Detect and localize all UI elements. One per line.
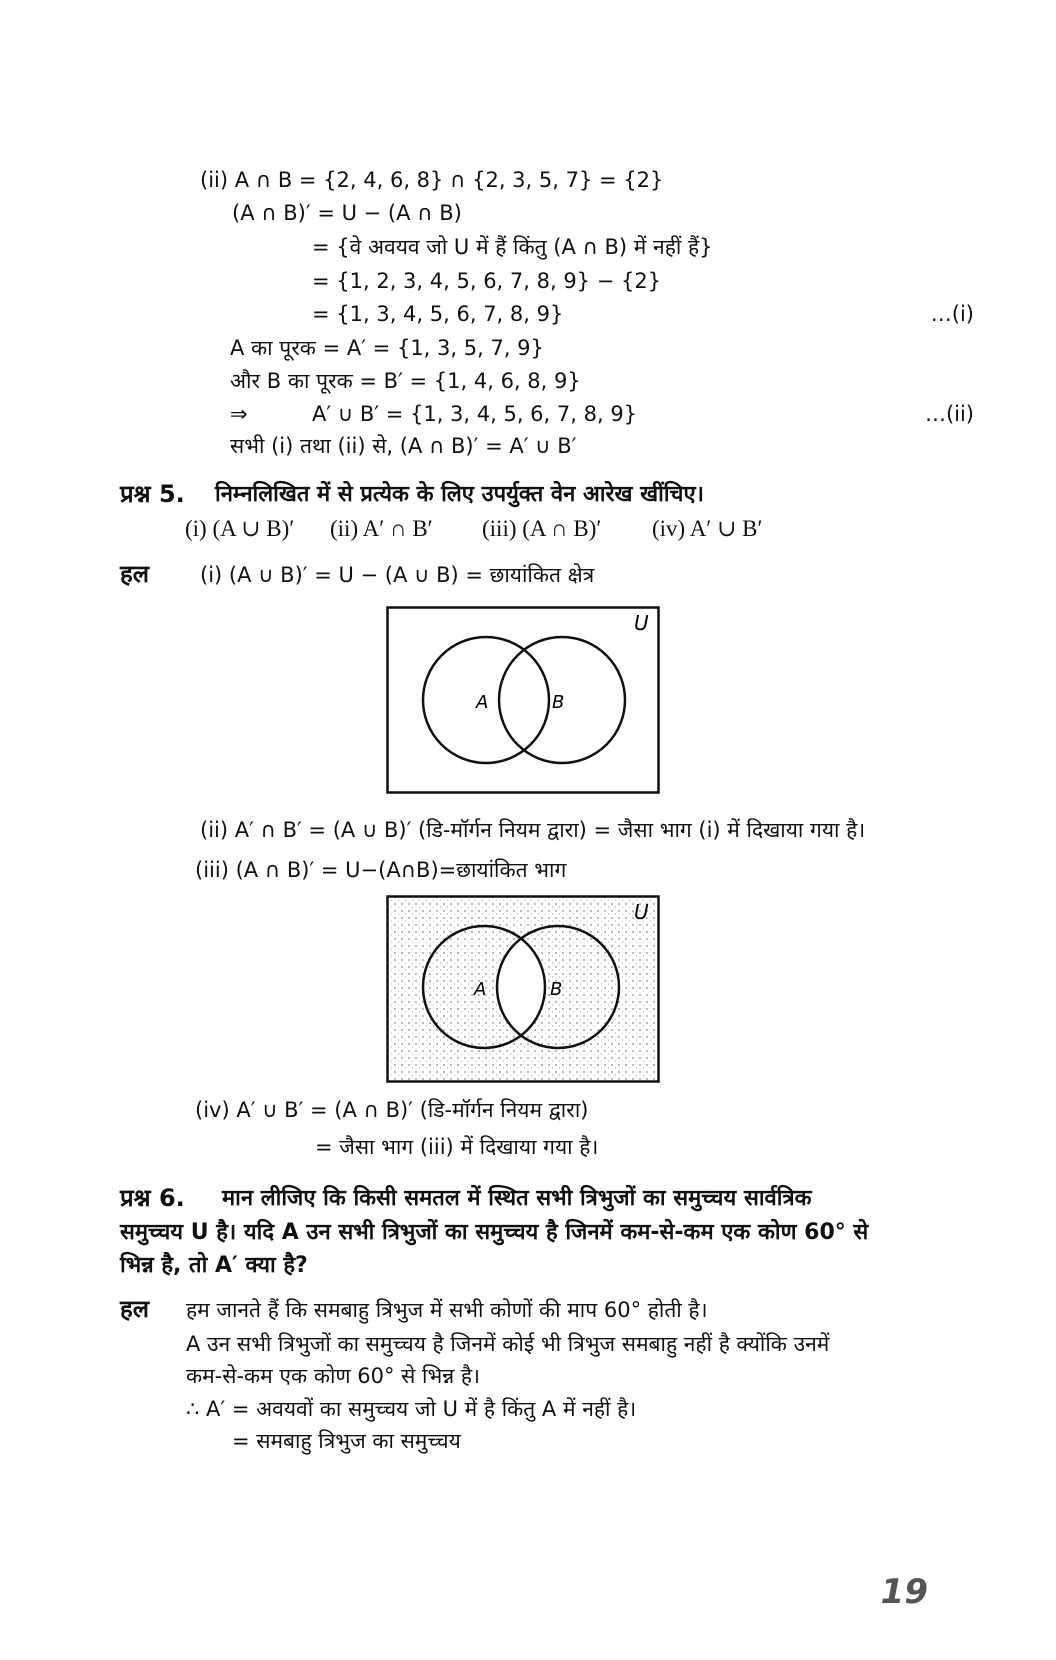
line-ii-intersection: (ii) A ∩ B = {2, 4, 6, 8} ∩ {2, 3, 5, 7} = {2}: [200, 168, 664, 192]
line-a-complement: A का पूरक = A′ = {1, 3, 5, 7, 9}: [230, 336, 544, 360]
question-6-text-1: मान लीजिए कि किसी समतल में स्थित सभी त्रिभुजों का समुच्चय सार्वत्रिक: [222, 1186, 812, 1211]
question-6-text-3: भिन्न है, तो A′ क्या है?: [120, 1253, 308, 1278]
solution-6-label: हल: [120, 1295, 150, 1323]
question-5-label: प्रश्न 5.: [120, 480, 185, 508]
line-complement-def: (A ∩ B)′ = U − (A ∩ B): [232, 201, 462, 225]
venn1-label-b: B: [552, 692, 565, 713]
solution-5-label: हल: [120, 560, 150, 588]
line-conclusion: सभी (i) तथा (ii) से, (A ∩ B)′ = A′ ∪ B′: [230, 434, 577, 458]
solution-6-line-1: हम जानते हैं कि समबाहु त्रिभुज में सभी कोणों की माप 60° होती है।: [186, 1298, 708, 1322]
line-set-difference: = {1, 2, 3, 4, 5, 6, 7, 8, 9} − {2}: [312, 269, 662, 293]
question-5-text: निम्नलिखित में से प्रत्येक के लिए उपर्युक्त वेन आरेख खींचिए।: [215, 482, 705, 507]
implies-arrow: ⇒: [230, 402, 248, 426]
line-union-complements: A′ ∪ B′ = {1, 3, 4, 5, 6, 7, 8, 9}: [312, 402, 638, 426]
venn1-label-a: A: [476, 692, 489, 713]
venn2-label-b: B: [550, 979, 563, 1000]
venn-diagram-2: [386, 895, 660, 1083]
solution-6-line-4: ∴ A′ = अवयवों का समुच्चय जो U में है किंतु A में नहीं है।: [186, 1397, 637, 1421]
solution-5-ii: (ii) A′ ∩ B′ = (A ∪ B)′ (डि-मॉर्गन नियम द्वारा) = जैसा भाग (i) में दिखाया गया है।: [200, 818, 866, 842]
solution-5-iv-cont: = जैसा भाग (iii) में दिखाया गया है।: [315, 1135, 599, 1159]
equation-tag-i: …(i): [930, 302, 974, 326]
venn2-label-u: U: [634, 900, 649, 924]
line-b-complement: और B का पूरक = B′ = {1, 4, 6, 8, 9}: [230, 369, 581, 393]
solution-5-i: (i) (A ∪ B)′ = U − (A ∪ B) = छायांकित क्षेत्र: [200, 563, 595, 587]
venn-diagram-1: [386, 606, 660, 794]
option-iii: (iii) (A ∩ B)′: [482, 516, 602, 541]
solution-5-iii: (iii) (A ∩ B)′ = U−(A∩B)=छायांकित भाग: [195, 858, 567, 882]
question-6-label: प्रश्न 6.: [120, 1184, 185, 1212]
option-i: (i) (A ∪ B)′: [185, 516, 295, 541]
solution-6-line-2: A उन सभी त्रिभुजों का समुच्चय है जिनमें कोई भी त्रिभुज समबाहु नहीं है क्योंकि उनमें: [186, 1332, 830, 1356]
question-6-text-2: समुच्चय U है। यदि A उन सभी त्रिभुजों का समुच्चय है जिनमें कम-से-कम एक कोण 60° से: [120, 1220, 869, 1245]
page-number: 19: [880, 1572, 928, 1612]
solution-5-iv: (iv) A′ ∪ B′ = (A ∩ B)′ (डि-मॉर्गन नियम द्वारा): [195, 1098, 589, 1122]
option-iv: (iv) A′ ∪ B′: [652, 516, 763, 541]
universal-set-box: [388, 608, 659, 793]
line-result-i: = {1, 3, 4, 5, 6, 7, 8, 9}: [312, 302, 564, 326]
option-ii: (ii) A′ ∩ B′: [330, 516, 433, 541]
venn1-label-u: U: [634, 611, 649, 635]
line-elements-desc: = {वे अवयव जो U में हैं किंतु (A ∩ B) में नहीं हैं}: [312, 235, 713, 259]
solution-6-line-3: कम-से-कम एक कोण 60° से भिन्न है।: [186, 1364, 480, 1388]
equation-tag-ii: …(ii): [924, 402, 974, 426]
venn2-label-a: A: [474, 979, 487, 1000]
solution-6-line-5: = समबाहु त्रिभुज का समुच्चय: [232, 1429, 461, 1453]
